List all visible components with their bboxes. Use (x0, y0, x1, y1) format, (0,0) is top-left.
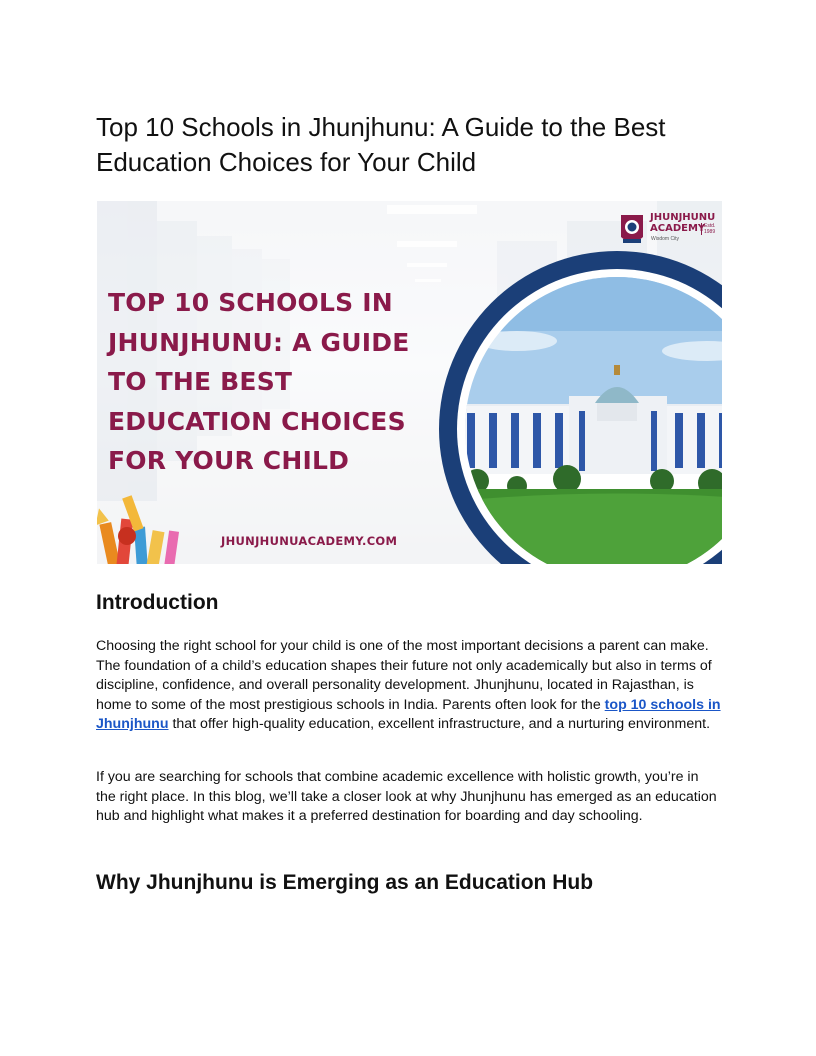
logo-tagline: Wisdom City (651, 236, 680, 242)
banner-website: JHUNJHUNUACADEMY.COM (221, 534, 398, 548)
featured-banner-image (97, 201, 722, 564)
logo-name-line2: ACADEMY (650, 223, 706, 234)
academy-logo-emblem (621, 215, 643, 243)
top-10-schools-link[interactable]: top 10 schools in Jhunjhunu (96, 696, 721, 733)
intro-paragraph-1-text-a: Choosing the right school for your child is one of the most important decisions a parent can make. The foundation of a child’s education shapes their future not only academically but also in terms of discipline, confidence, and overall personality development. Jhunjhunu, located in Rajasthan, is home to some of the most prestigious schools in India. Parents often look for the (96, 638, 712, 713)
banner-headline: TOP 10 SCHOOLS IN JHUNJHUNU: A GUIDE TO THE BEST EDUCATION CHOICES FOR YOUR CHILD (108, 288, 410, 475)
intro-paragraph-2: If you are searching for schools that combine academic excellence with holistic growth, you’re in the right place. In this blog, we’ll take a closer look at why Jhunjhunu has emerged as an education hub and highlight what makes it a preferred destination for boarding and day schooling. (96, 769, 717, 825)
intro-paragraph-1 (96, 637, 722, 735)
page-title: Top 10 Schools in Jhunjhunu: A Guide to the Best Education Choices for Your Child (96, 112, 666, 177)
logo-estd: Estd. 1989 (701, 223, 720, 235)
logo-name-line1: JHUNJHUNU (650, 212, 716, 223)
section-heading-introduction: Introduction (96, 591, 219, 614)
intro-paragraph-1-text-b: that offer high-quality education, excellent infrastructure, and a nurturing environment. (168, 716, 711, 733)
section-heading-why-jhunjhunu: Why Jhunjhunu is Emerging as an Education Hub (96, 871, 594, 894)
